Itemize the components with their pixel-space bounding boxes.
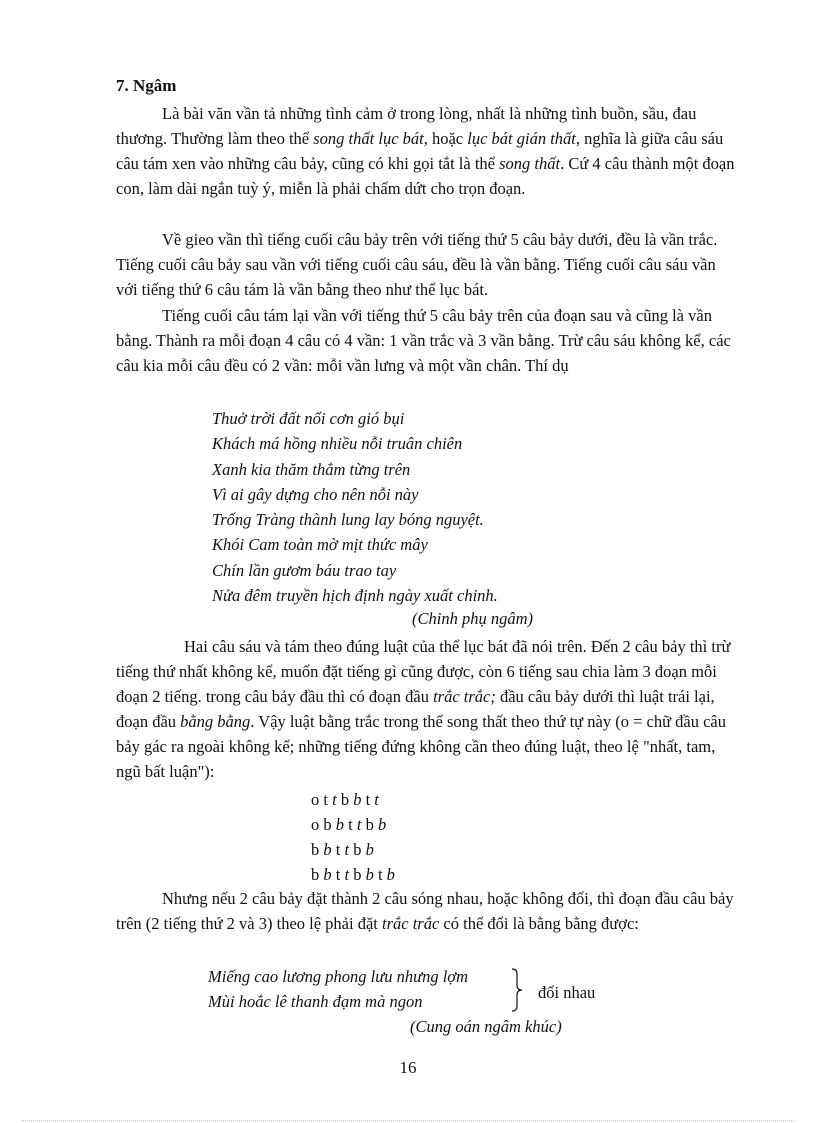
poem-example-chinh-phu-ngam [212,406,498,608]
poem-line: Thuở trời đất nổi cơn gió bụi [212,409,405,428]
paragraph-rhyme-scheme: Về gieo vần thì tiếng cuối câu bảy trên với tiếng thứ 5 câu bảy dưới, đều là vần trắc. Tiếng cuối câu bảy sau vần với tiếng cuối câu sáu, đều là vần bằng. Tiếng cuối câu sáu vần với tiếng thứ 6 câu tám là vần bằng theo như thể lục bát. [116,230,718,299]
poem-line: Chín lần gươm báu trao tay [212,560,397,580]
paragraph-definition: Là bài văn vần tả những tình cảm ở trong lòng, nhất là những tình buồn, sầu, đau thương. Thường làm theo thể song thất lục bát, hoặc lục bát gián thất, nghĩa là giữa câu sáu câu tám xen vào những câu bảy, cũng có khi gọi tắt là thể song thất. Cứ 4 câu thành một đoạn con, làm dài ngắn tuỳ ý, miễn là phải chấm dứt cho trọn đoạn. [116,104,735,198]
poem-line: Trống Tràng thành lung lay bóng nguyệt. [212,510,484,530]
poem-line: Vì ai gây dựng cho nên nỗi này [212,484,419,504]
poem-source: (Chinh phụ ngâm) [412,609,533,628]
poem-line: Mùi hoắc lê thanh đạm mà ngon [208,992,423,1011]
footer-divider [22,1120,794,1121]
tone-pattern-line: b b t t b b t b [311,865,395,884]
tone-pattern-line: o b b t t b b [311,815,387,834]
poem-line: Khói Cam toàn mờ mịt thức mây [212,535,428,555]
example-source: (Cung oán ngâm khúc) [410,1017,562,1036]
right-brace-icon [510,968,524,1012]
tone-pattern-list [311,787,395,887]
page-number: 16 [399,1058,417,1077]
poem-line: Miếng cao lương phong lưu nhưng lợm [208,967,469,986]
tone-pattern-line: o t t b b t t [311,790,379,809]
poem-line: Nửa đêm truyền hịch định ngày xuất chinh. [212,586,498,606]
tone-pattern-line: b b t t b b [311,840,374,859]
paragraph-rhyme-count: Tiếng cuối câu tám lại vần với tiếng thứ 5 câu bảy trên của đoạn sau và cũng là vần bằng. Thành ra mỗi đoạn 4 câu có 4 vần: 1 vần trắc và 3 vần bằng. Trừ câu sáu không kể, các câu kia mỗi câu đều có 2 vần: mỗi vần lưng và một vần chân. Thí dụ [116,306,731,375]
paragraph-exception: Nhưng nếu 2 câu bảy đặt thành 2 câu sóng nhau, hoặc không đối, thì đoạn đầu câu bảy trên (2 tiếng thứ 2 và 3) theo lệ phải đặt trắc trắc có thể đổi là bằng bằng được: [116,889,734,933]
poem-line: Khách má hồng nhiều nỗi truân chiên [212,434,463,454]
brace-label: đối nhau [538,983,596,1002]
poem-line: Xanh kia thăm thẳm từng trên [212,459,411,479]
section-heading: 7. Ngâm [116,76,177,95]
poem-example-cung-oan [208,964,468,1014]
paragraph-tone-rules: Hai câu sáu và tám theo đúng luật của thể lục bát đã nói trên. Đến 2 câu bảy thì trừ tiếng thứ nhất không kể, muốn đặt tiếng gì cũng được, còn 6 tiếng sau chia làm 3 đoạn mỗi đoạn 2 tiếng. trong câu bảy đầu thì có đoạn đầu trắc trắc; đầu câu bảy dưới thì luật trái lại, đoạn đầu bằng bằng. Vậy luật bằng trắc trong thể song thất theo thứ tự này (o = chữ đầu câu bảy gác ra ngoài không kể; những tiếng đứng không cần theo đúng luật, theo lệ "nhất, tam, ngũ bất luận"): [116,637,731,781]
